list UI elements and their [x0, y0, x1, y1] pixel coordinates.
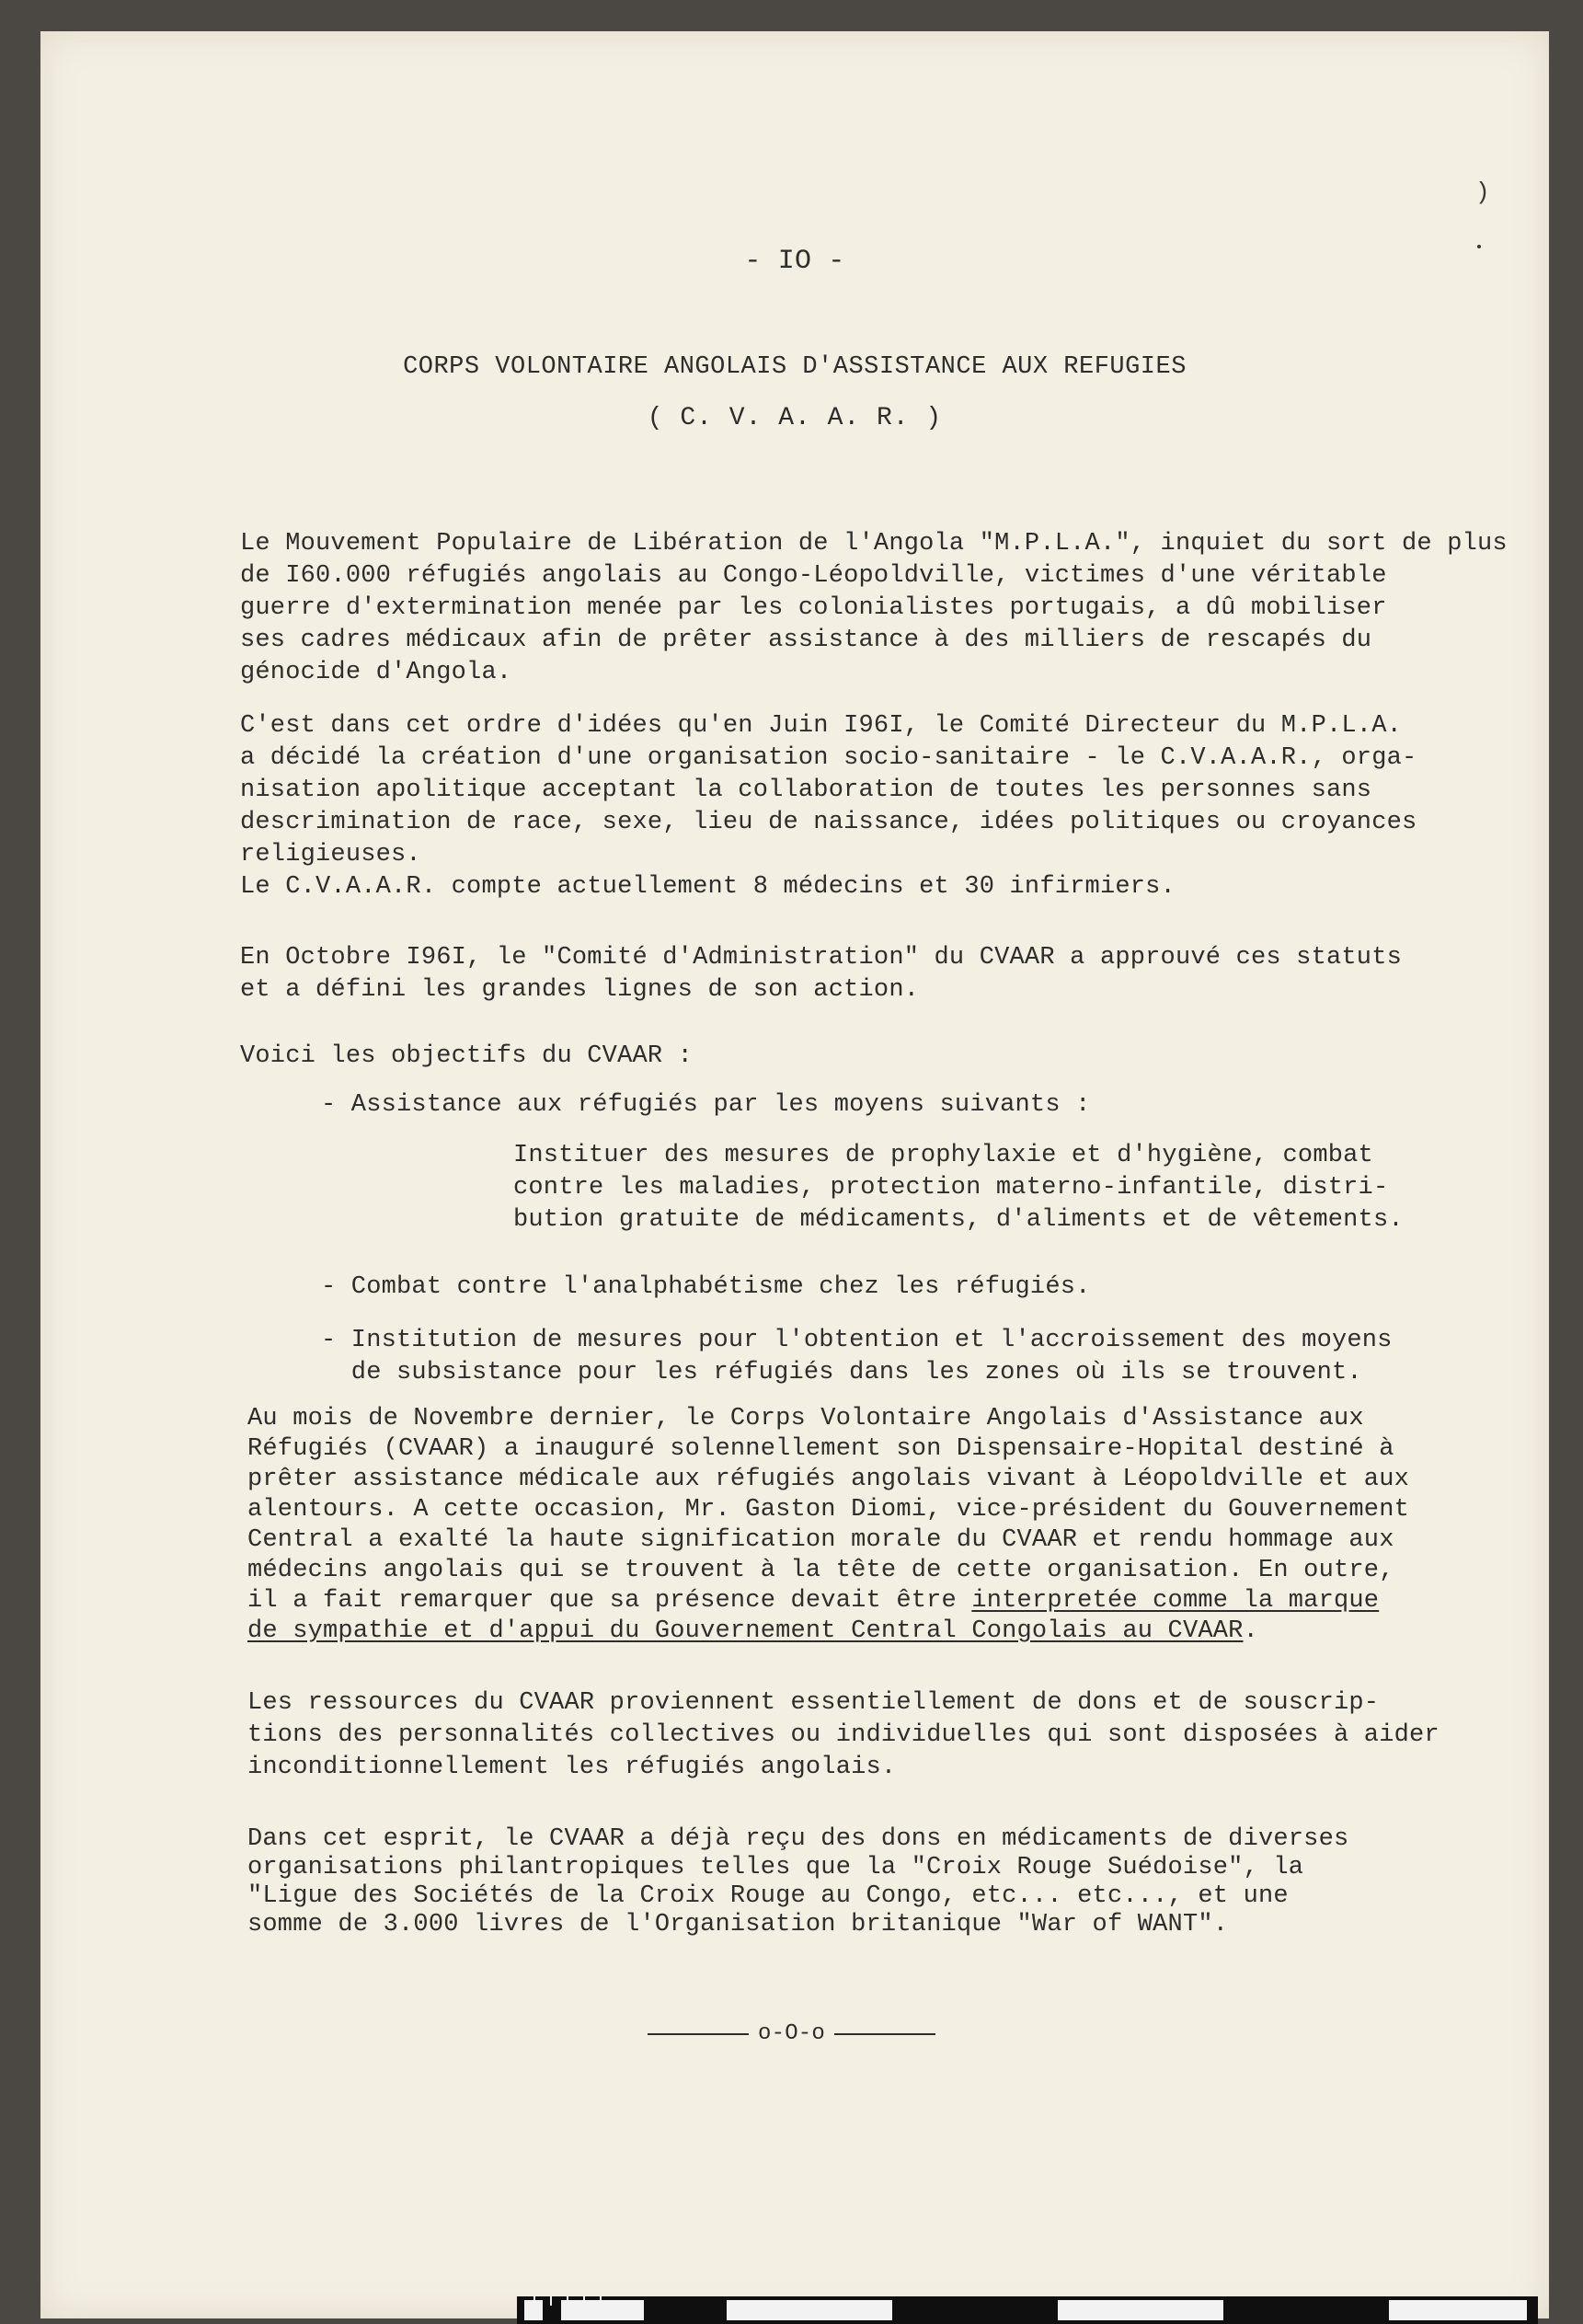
scale-tick [600, 2296, 602, 2306]
text-line: Les ressources du CVAAR proviennent essentiellement de dons et de souscrip- [247, 1689, 1380, 1717]
text-line: ses cadres médicaux afin de prêter assistance à des milliers de rescapés du [240, 627, 1372, 654]
underlined-text: de sympathie et d'appui du Gouvernement Central Congolais au CVAAR [247, 1617, 1244, 1645]
text-line: a décidé la création d'une organisation socio-sanitaire - le C.V.A.A.R., orga- [240, 744, 1417, 772]
text-line: et a défini les grandes lignes de son action. [240, 976, 920, 1004]
text-line [247, 1586, 1409, 1616]
text-line: religieuses. [240, 841, 421, 869]
paragraph-statutes [240, 942, 1402, 1007]
paragraph-resources [247, 1687, 1440, 1784]
text-line: Le C.V.A.A.R. compte actuellement 8 médecins et 30 infirmiers. [240, 873, 1176, 901]
underlined-text: interpretée comme la marque [971, 1587, 1380, 1615]
text-line: inconditionnellement les réfugiés angolais. [247, 1754, 897, 1781]
text-line: tions des personnalités collectives ou individuelles qui sont disposées à aider [247, 1721, 1440, 1749]
paragraph-intro [240, 528, 1508, 689]
typed-text-body [40, 31, 1549, 2318]
text-line: bution gratuite de médicaments, d'aliments et de vêtements. [513, 1206, 1404, 1234]
text-line: organisations philantropiques telles que la "Croix Rouge Suédoise", la [247, 1854, 1304, 1881]
text-line: C'est dans cet ordre d'idées qu'en Juin I96I, le Comité Directeur du M.P.L.A. [240, 712, 1403, 740]
end-of-text-mark [648, 2021, 935, 2046]
text-fragment: . [1243, 1617, 1258, 1645]
objectives-intro: Voici les objectifs du CVAAR : [240, 1042, 694, 1070]
text-line: Au mois de Novembre dernier, le Corps Volontaire Angolais d'Assistance aux [247, 1405, 1364, 1432]
text-line: - Institution de mesures pour l'obtention et l'accroissement des moyens [321, 1327, 1393, 1354]
paragraph-creation [240, 710, 1417, 903]
text-line: médecins angolais qui se trouvent à la tête de cette organisation. En outre, [247, 1557, 1394, 1584]
text-line: contre les maladies, protection materno-infantile, distri- [513, 1174, 1389, 1202]
text-line: descrimination de race, sexe, lieu de naissance, idées politiques ou croyances [240, 809, 1417, 836]
scale-tick [583, 2296, 585, 2306]
scale-tick [567, 2296, 568, 2306]
text-fragment: il a fait remarquer que sa présence devait être [247, 1587, 972, 1615]
document-acronym: ( C. V. A. A. R. ) [647, 404, 943, 432]
text-line: nisation apolitique acceptant la collaboration de toutes les personnes sans [240, 777, 1372, 804]
scale-tick [533, 2296, 535, 2306]
objective-assistance-detail [513, 1140, 1404, 1237]
document-title: CORPS VOLONTAIRE ANGOLAIS D'ASSISTANCE AUX REFUGIES [403, 353, 1187, 381]
text-line [247, 1616, 1409, 1647]
objective-literacy: - Combat contre l'analphabétisme chez les réfugiés. [321, 1273, 1091, 1301]
text-line: En Octobre I96I, le "Comité d'Administration" du CVAAR a approuvé ces statuts [240, 944, 1403, 972]
paragraph-donations [247, 1825, 1348, 1939]
scale-segment [561, 2300, 644, 2320]
page-number: - IO - [744, 246, 845, 277]
paragraph-dispensary [247, 1404, 1409, 1647]
divider-rule [648, 2033, 749, 2035]
text-line: de subsistance pour les réfugiés dans les zones où ils se trouvent. [321, 1359, 1362, 1386]
scale-segment [1389, 2300, 1527, 2320]
text-line: Dans cet esprit, le CVAAR a déjà reçu des dons en médicaments de diverses [247, 1825, 1349, 1853]
text-line: prêter assistance médicale aux réfugiés angolais vivant à Léopoldville et aux [247, 1466, 1410, 1493]
text-line: Le Mouvement Populaire de Libération de l'Angola "M.P.L.A.", inquiet du sort de plus [240, 530, 1508, 558]
text-line: Réfugiés (CVAAR) a inauguré solennellement son Dispensaire-Hopital destiné à [247, 1435, 1394, 1463]
text-line: alentours. A cette occasion, Mr. Gaston Diomi, vice-président du Gouvernement [247, 1496, 1410, 1524]
margin-mark: ) [1475, 178, 1490, 206]
text-line: de I60.000 réfugiés angolais au Congo-Léopoldville, victimes d'une véritable [240, 562, 1387, 590]
objective-subsistence [321, 1325, 1393, 1389]
text-line: Instituer des mesures de prophylaxie et d'hygiène, combat [513, 1142, 1373, 1169]
margin-dot [1477, 245, 1481, 248]
scale-bar [517, 2296, 1538, 2324]
scale-segment [1058, 2300, 1223, 2320]
text-line: Central a exalté la haute signification morale du CVAAR et rendu hommage aux [247, 1526, 1394, 1554]
divider-rule [834, 2033, 935, 2035]
text-line: génocide d'Angola. [240, 659, 512, 686]
scale-tick [550, 2296, 552, 2306]
text-line: guerre d'extermination menée par les colonialistes portugais, a dû mobiliser [240, 594, 1387, 622]
text-line: "Ligue des Sociétés de la Croix Rouge au Congo, etc... etc..., et une [247, 1882, 1289, 1910]
text-line: somme de 3.000 livres de l'Organisation britanique "War of WANT". [247, 1911, 1229, 1939]
end-mark-text: o-O-o [758, 2021, 826, 2046]
document-page [40, 31, 1549, 2318]
scale-segment [727, 2300, 892, 2320]
objective-assistance: - Assistance aux réfugiés par les moyens suivants : [321, 1091, 1091, 1119]
